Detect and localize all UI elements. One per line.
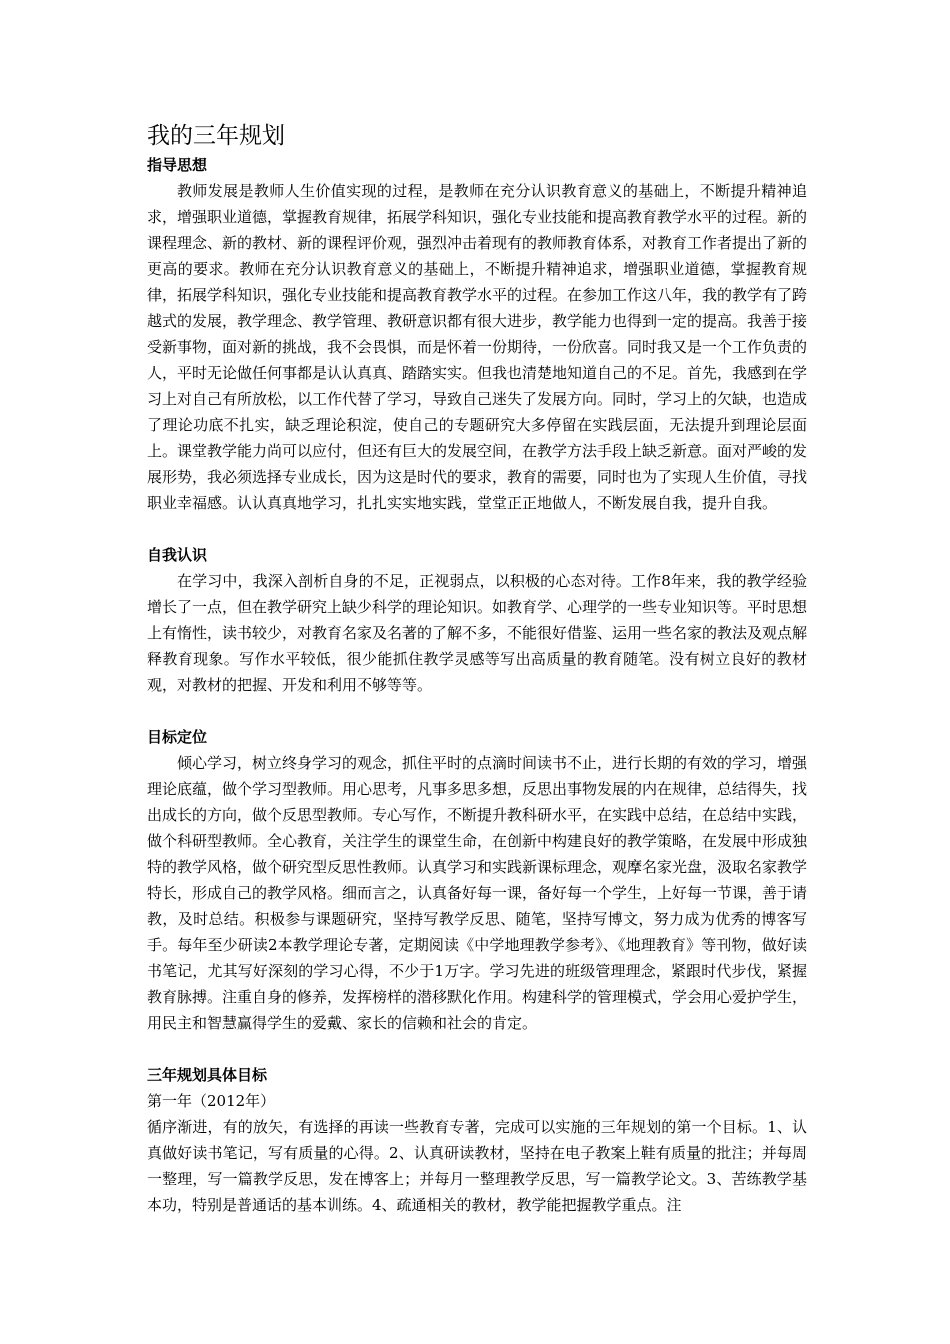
document-title: 我的三年规划 — [147, 123, 285, 149]
paragraph-spacer — [147, 1036, 807, 1062]
plan-year-label: 第一年（2012年） — [147, 1092, 276, 1110]
section-heading-self-awareness: 自我认识 — [147, 546, 208, 564]
section-paragraph-goal-positioning: 倾心学习，树立终身学习的观念，抓住平时的点滴时间读书不止，进行长期的有效的学习，增强理论底蕴，做个学习型教师。用心思考，凡事多思多想，反思出事物发展的内在规律，总结得失，找出成长的方向，做个反思型教师。专心写作，不断提升教科研水平，在实践中总结，在总结中实践，做个科研型教师。全心教育，关注学生的课堂生命，在创新中构建良好的教学策略，在发展中形成独特的教学风格，做个研究型反思性教师。认真学习和实践新课标理念，观摩名家光盘，汲取名家教学特长，形成自己的教学风格。细而言之，认真备好每一课，备好每一个学生，上好每一节课，善于请教，及时总结。积极参与课题研究，坚持写教学反思、随笔，坚持写博文，努力成为优秀的博客写手。每年至少研读2本教学理论专著，定期阅读《中学地理教学参考》、《地理教育》等刊物，做好读书笔记，尤其写好深刻的学习心得，不少于1万字。学习先进的班级管理理念，紧跟时代步伐，紧握教育脉搏。注重自身的修养，发挥榜样的潜移默化作用。构建科学的管理模式，学会用心爱护学生，用民主和智慧赢得学生的爱戴、家长的信赖和社会的肯定。 — [147, 754, 808, 1032]
section-paragraph-self-awareness: 在学习中，我深入剖析自身的不足，正视弱点，以积极的心态对待。工作8年来，我的教学经验增长了一点，但在教学研究上缺少科学的理论知识。如教育学、心理学的一些专业知识等。平时思想上有惰性，读书较少，对教育名家及名著的了解不多，不能很好借鉴、运用一些名家的教法及观点解释教育现象。写作水平较低，很少能抓住教学灵感等写出高质量的教育随笔。没有树立良好的教材观，对教材的把握、开发和利用不够等等。 — [147, 572, 808, 694]
section-heading-goal-positioning: 目标定位 — [147, 728, 208, 746]
document-body — [147, 120, 807, 1218]
section-heading-guiding-ideas: 指导思想 — [147, 156, 208, 174]
paragraph-spacer — [147, 516, 807, 542]
plan-year-paragraph: 循序渐进，有的放矢，有选择的再读一些教育专著，完成可以实施的三年规划的第一个目标。1、认真做好读书笔记，写有质量的心得。2、认真研读教材，坚持在电子教案上鞋有质量的批注；并每周一整理，写一篇教学反思，发在博客上；并每月一整理教学反思，写一篇教学论文。3、苦练教学基本功，特别是普通话的基本训练。4、疏通相关的教材，教学能把握教学重点。注 — [147, 1118, 807, 1214]
section-heading-three-year-goals: 三年规划具体目标 — [147, 1066, 268, 1084]
section-paragraph-guiding-ideas: 教师发展是教师人生价值实现的过程，是教师在充分认识教育意义的基础上，不断提升精神追求，增强职业道德，掌握教育规律，拓展学科知识，强化专业技能和提高教育教学水平的过程。新的课程理念、新的教材、新的课程评价观，强烈冲击着现有的教师教育体系，对教育工作者提出了新的更高的要求。教师在充分认识教育意义的基础上，不断提升精神追求，增强职业道德，掌握教育规律，拓展学科知识，强化专业技能和提高教育教学水平的过程。在参加工作这八年，我的教学有了跨越式的发展，教学理念、教学管理、教研意识都有很大进步，教学能力也得到一定的提高。我善于接受新事物，面对新的挑战，我不会畏惧，而是怀着一份期待，一份欣喜。同时我又是一个工作负责的人，平时无论做任何事都是认认真真、踏踏实实。但我也清楚地知道自己的不足。首先，我感到在学习上对自己有所放松，以工作代替了学习，导致自己迷失了发展方向。同时，学习上的欠缺，也造成了理论功底不扎实，缺乏理论积淀，使自己的专题研究大多停留在实践层面，无法提升到理论层面上。课堂教学能力尚可以应付，但还有巨大的发展空间，在教学方法手段上缺乏新意。面对严峻的发展形势，我必须选择专业成长，因为这是时代的要求，教育的需要，同时也为了实现人生价值，寻找职业幸福感。认认真真地学习，扎扎实实地实践，堂堂正正地做人，不断发展自我，提升自我。 — [147, 182, 808, 512]
paragraph-spacer — [147, 698, 807, 724]
